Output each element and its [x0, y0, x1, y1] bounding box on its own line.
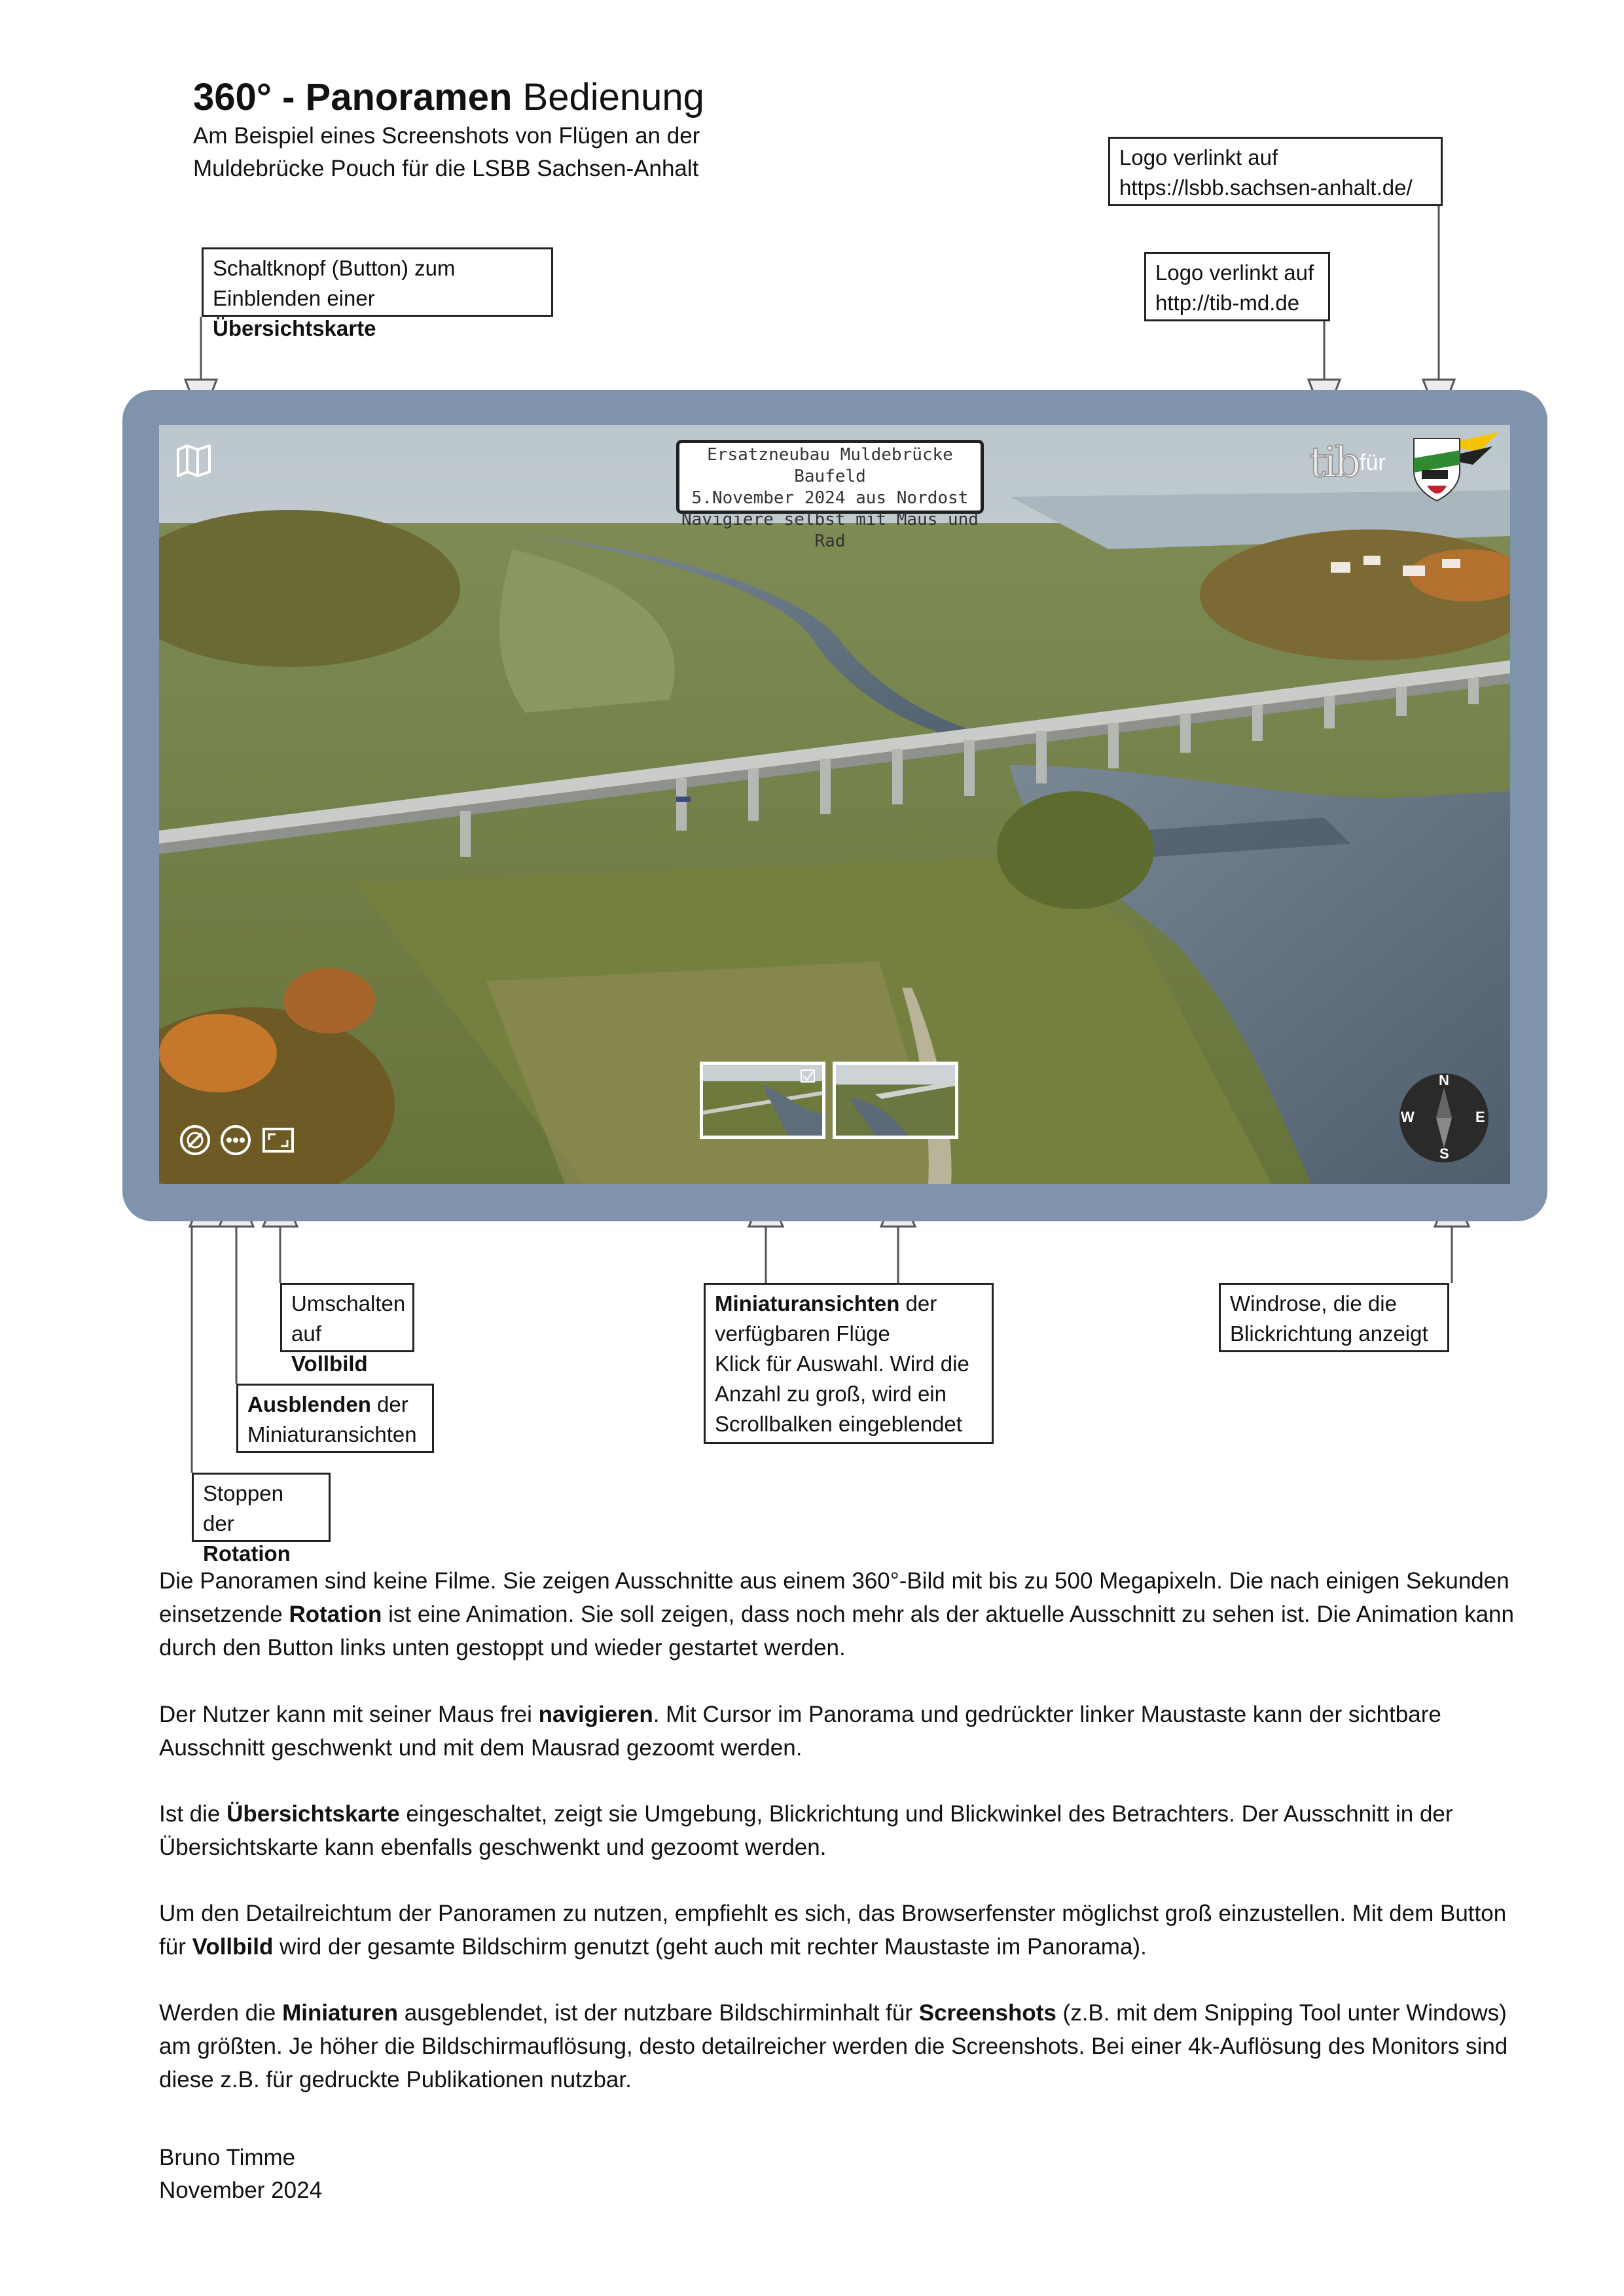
paragraph-fullscreen: Um den Detailreichtum der Panoramen zu nutzen, empfiehlt es sich, das Browserfenster möglichst groß einzustellen. Mit dem Button für Vollbild wird der gesamte Bildschirm genutzt (geht auch mit rechter Maustaste im Panorama). — [159, 1901, 1507, 1960]
signature: Bruno Timme November 2024 — [159, 2145, 323, 2203]
callout-hide-thumbnails: Ausblenden der Miniaturansichten — [236, 1384, 434, 1453]
lsbb-logo-link[interactable] — [1401, 432, 1499, 504]
panorama-caption — [676, 440, 984, 551]
paragraph-navigation: Der Nutzer kann mit seiner Maus frei navigieren. Mit Cursor im Panorama und gedrückter linker Maustaste kann der sichtbare Ausschnitt geschwenkt und mit dem Mausrad gezoomt werden. — [159, 1702, 1441, 1761]
callout-thumbnails: Miniaturansichten der verfügbaren Flüge Klick für Auswahl. Wird die Anzahl zu groß, wird ein Scrollbalken eingeblendet — [704, 1283, 994, 1444]
flight-thumbnail-1[interactable] — [700, 1062, 825, 1139]
callout-compass: Windrose, die die Blickrichtung anzeigt — [1219, 1283, 1449, 1352]
thumbnail-image — [836, 1065, 955, 1136]
fullscreen-button[interactable] — [261, 1123, 295, 1157]
flight-thumbnail-2[interactable] — [833, 1062, 958, 1139]
callout-fullscreen: Umschalten auf Vollbild — [280, 1283, 414, 1352]
page-subtitle: Am Beispiel eines Screenshots von Flügen an der Muldebrücke Pouch für die LSBB Sachsen-Anhalt — [193, 123, 700, 181]
callout-tib-logo: Logo verlinkt auf http://tib-md.de — [1144, 252, 1330, 321]
compass-w: W — [1401, 1109, 1415, 1125]
paragraph-overview-map: Ist die Übersichtskarte eingeschaltet, zeigt sie Umgebung, Blickrichtung und Blickwinkel des Betrachters. Der Ausschnitt in der Übersichtskarte kann ebenfalls geschwenkt und gezoomt werden. — [159, 1801, 1453, 1860]
callout-map-button: Schaltknopf (Button) zum Einblenden einer Übersichtskarte — [202, 247, 553, 317]
lsbb-coat-of-arms-logo — [1401, 432, 1499, 504]
more-dots-icon — [219, 1123, 253, 1157]
compass-rose — [1398, 1072, 1490, 1164]
caption-line-3: Navigiere selbst mit Maus und Rad — [681, 510, 979, 551]
tib-logo: tib — [1309, 439, 1359, 487]
map-icon — [174, 440, 213, 480]
fuer-label: für — [1360, 450, 1386, 475]
caption-line-1: Ersatzneubau Muldebrücke Baufeld — [707, 445, 953, 486]
stop-rotation-button[interactable] — [178, 1123, 212, 1157]
paragraph-rotation: Die Panoramen sind keine Filme. Sie zeigen Ausschnitte aus einem 360°-Bild mit bis zu 500 Megapixeln. Die nach einigen Sekunden einsetzende Rotation ist eine Animation. Sie soll zeigen, dass noch mehr als der aktuelle Ausschnitt zu sehen ist. Die Animation kann durch den Button links unten gestoppt und wieder gestartet werden. — [159, 1568, 1514, 1660]
paragraph-screenshots: Werden die Miniaturen ausgeblendet, ist der nutzbare Bildschirminhalt für Screenshots (z.B. mit dem Snipping Tool unter Windows) am größten. Je höher die Bildschirmauflösung, desto detailreicher werden die Screenshots. Bei einer 4k-Auflösung des Monitors sind diese z.B. für gedruckte Publikationen nutzbar. — [159, 2000, 1508, 2092]
page-title: 360° - Panoramen Bedienung — [193, 76, 704, 118]
compass-e: E — [1475, 1109, 1485, 1125]
compass-n: N — [1439, 1072, 1449, 1088]
callout-stop-rotation: Stoppen der Rotation — [192, 1473, 331, 1542]
hide-thumbnails-button[interactable] — [219, 1123, 253, 1157]
map-button[interactable] — [174, 440, 213, 480]
stop-rotation-icon — [178, 1123, 212, 1157]
callout-lsbb-logo: Logo verlinkt auf https://lsbb.sachsen-anhalt.de/ — [1108, 137, 1443, 206]
thumbnail-image — [703, 1065, 822, 1136]
fullscreen-icon — [261, 1123, 295, 1157]
compass-s: S — [1439, 1145, 1449, 1162]
caption-line-2: 5.November 2024 aus Nordost — [691, 488, 969, 508]
